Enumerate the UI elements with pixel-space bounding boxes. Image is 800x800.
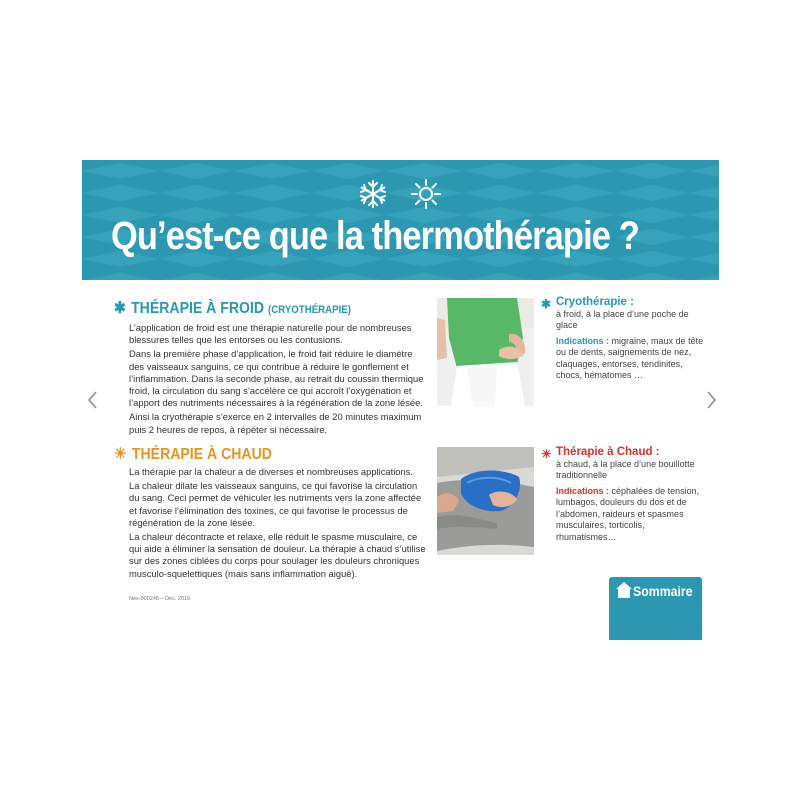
hot-therapy-info — [556, 447, 706, 543]
snowflake-icon — [357, 178, 389, 210]
hot-heading-title: THÉRAPIE À CHAUD — [131, 446, 272, 463]
sun-bullet-icon: ☀ — [541, 447, 552, 461]
sommaire-button[interactable] — [609, 577, 702, 640]
indications-label: Indications : — [556, 485, 610, 496]
paragraph: La chaleur décontracte et relaxe, elle réduit le spasme musculaire, ce qui aide à éliminer la sensation de douleur. La thérapie à chaud s’utilise sur des zones ciblées du corps pour soulager les douleurs chroniques musculo-squelettiques (mais sans inflammation aiguë). — [129, 531, 426, 579]
cryotherapy-info — [556, 297, 706, 382]
cold-therapy-text — [129, 322, 429, 438]
sun-bullet-icon: ☀ — [114, 446, 127, 463]
hot-therapy-side-desc: à chaud, à la place d’une bouillotte traditionnelle — [556, 458, 695, 480]
sun-icon — [410, 178, 442, 210]
home-icon — [615, 581, 633, 599]
cold-therapy-heading — [114, 298, 351, 318]
cryotherapy-desc: à froid, à la place d’une poche de glace — [556, 308, 689, 330]
paragraph: La chaleur dilate les vaisseaux sanguins, ce qui favorise la circulation du sang. Ceci permet de véhiculer les nutriments vers la zone affectée et favorise l’élimination des toxines, ce qui favorise le processus de régénération de la zone lésée. — [129, 480, 422, 528]
indications-text: migraine, maux de tête ou de dents, saignements de nez, claquages, entorses, tendinites, chocs, hématomes … — [556, 335, 704, 380]
next-page-chevron-icon[interactable] — [704, 390, 718, 410]
asterisk-icon: ✱ — [114, 300, 126, 317]
paragraph: La thérapie par la chaleur a de diverses et nombreuses applications. — [129, 466, 414, 477]
cryotherapy-title: Cryothérapie : — [556, 296, 634, 308]
hot-therapy-side-title: Thérapie à Chaud : — [556, 446, 660, 458]
paragraph: Ainsi la cryothérapie s’exerce en 2 intervalles de 20 minutes maximum puis 2 heures de repos, à répéter si nécessaire. — [129, 411, 422, 435]
page-title: Qu’est-ce que la thermothérapie ? — [111, 214, 639, 258]
paragraph: L’application de froid est une thérapie naturelle pour de nombreuses blessures telles que les entorses ou les contusions. — [129, 322, 412, 346]
cold-heading-subtitle: (CRYOTHÉRAPIE) — [267, 304, 351, 316]
sommaire-label: Sommaire — [633, 583, 693, 599]
asterisk-icon: ✱ — [541, 297, 552, 311]
indications-label: Indications : — [556, 335, 610, 346]
previous-page-chevron-icon[interactable] — [86, 390, 100, 410]
hot-therapy-text — [129, 466, 429, 582]
paragraph: Dans la première phase d’application, le froid fait réduire le diamètre des vaisseaux sanguins, ce qui contribue à réduire le gonflement et l’inflammation. Dans la seconde phase, au retrait du coussin thermique froid, la circulation du sang s’accélère ce qui accroît l’oxygénation et l’apport des nutriments nécessaires à la régénération de la zone lésée. — [129, 348, 424, 409]
cold-heading-title: THÉRAPIE À FROID — [131, 300, 265, 317]
hot-water-bottle-photo — [437, 447, 534, 555]
back-pain-photo — [437, 298, 534, 406]
hot-therapy-heading — [114, 444, 272, 464]
indications-text: céphalées de tension, lumbagos, douleurs du dos et de l’abdomen, raideurs et spasmes musculaires, torticolis, rhumatismes… — [556, 485, 700, 542]
document-reference: Nex-000245 – Déc. 2016 — [129, 596, 191, 602]
